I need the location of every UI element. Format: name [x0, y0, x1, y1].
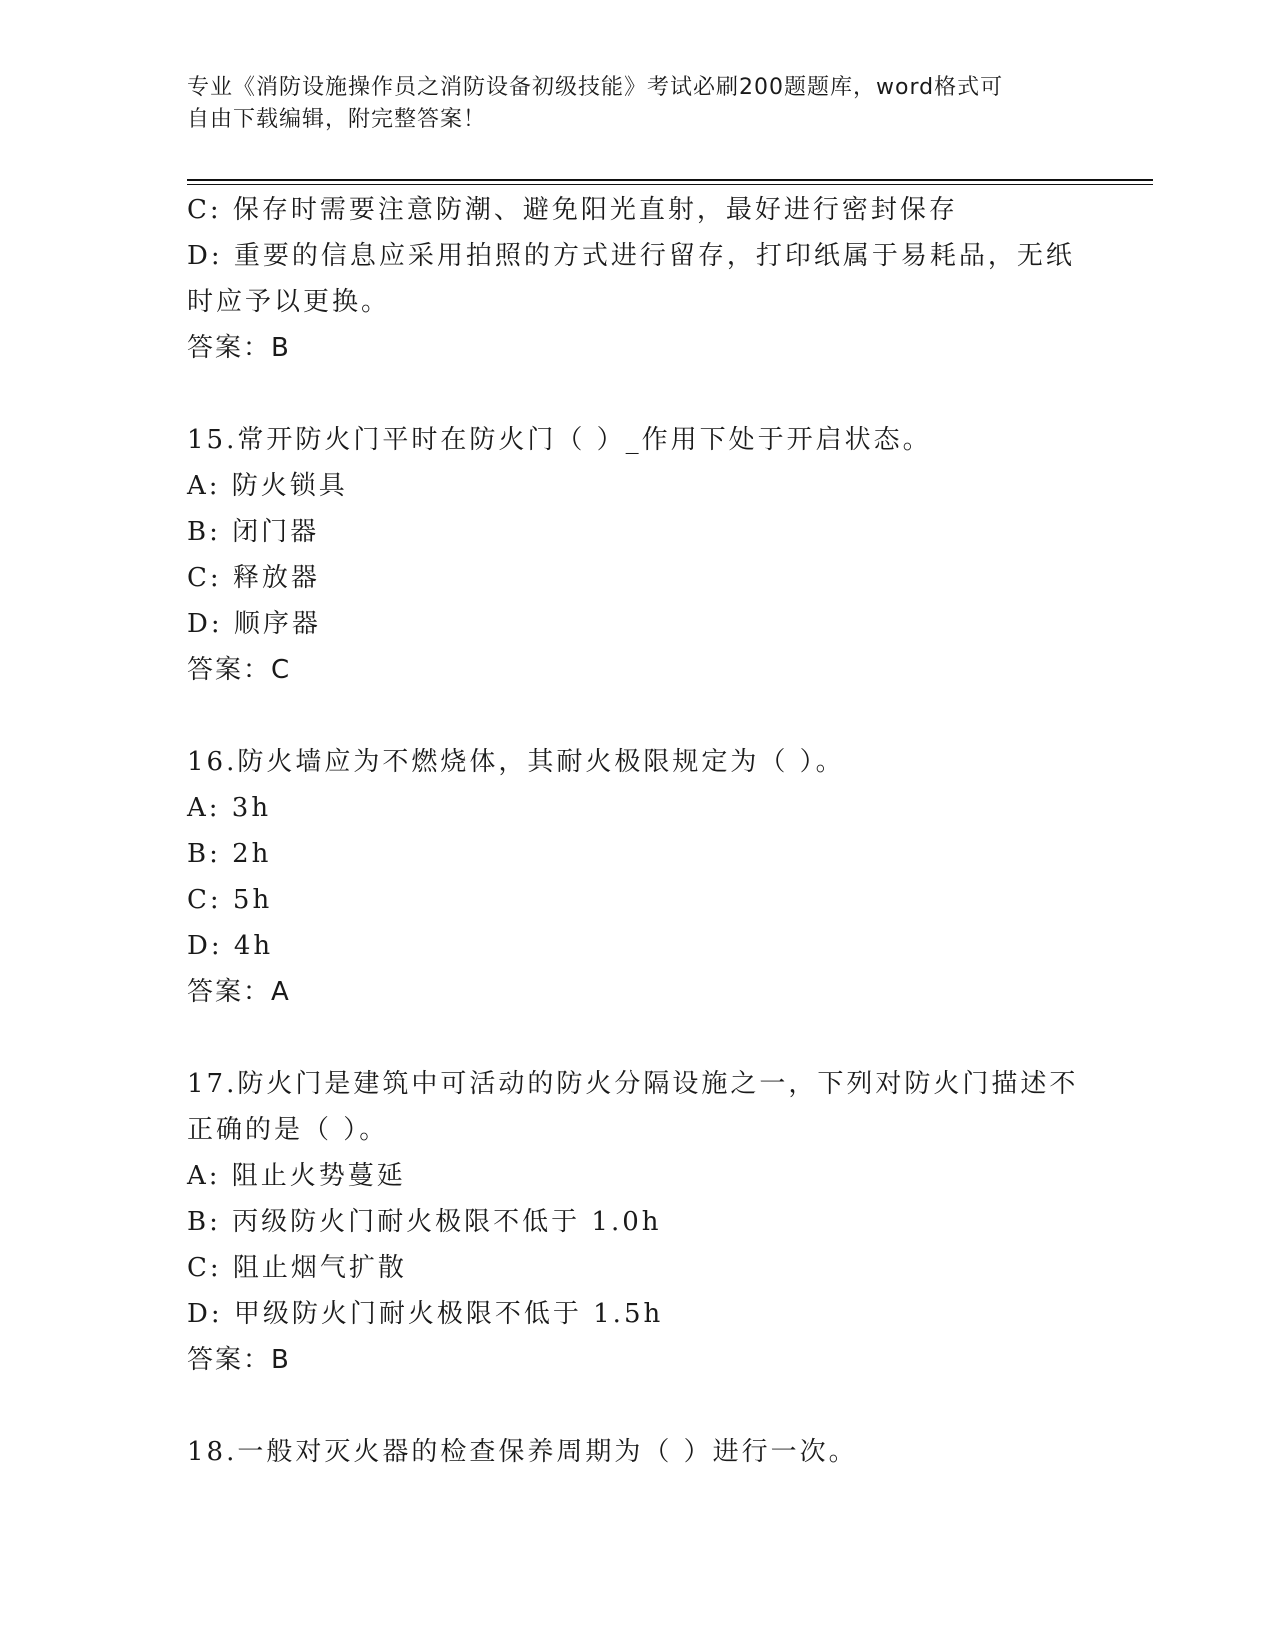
option-a: A: 防火锁具	[187, 471, 348, 501]
option-c: C: 保存时需要注意防潮、避免阳光直射，最好进行密封保存	[187, 195, 958, 225]
document-header	[187, 72, 1087, 136]
header-rule-thick	[187, 179, 1153, 181]
question-stem: 17.防火门是建筑中可活动的防火分隔设施之一，下列对防火门描述不	[187, 1069, 1079, 1099]
question-stem: 16.防火墙应为不燃烧体，其耐火极限规定为（ ）。	[187, 747, 845, 777]
option-c: C: 5h	[187, 885, 273, 915]
question-stem-continued: 正确的是（ ）。	[187, 1115, 389, 1145]
option-d: D: 顺序器	[187, 609, 321, 639]
option-b: B: 丙级防火门耐火极限不低于 1.0h	[187, 1207, 662, 1237]
answer-line: 答案：B	[187, 1345, 291, 1375]
option-a: A: 3h	[187, 793, 272, 823]
previous-question-tail	[187, 187, 1087, 371]
answer-line: 答案：B	[187, 333, 291, 363]
answer-line: 答案：C	[187, 655, 292, 685]
option-d: D: 4h	[187, 931, 274, 961]
question-stem: 18.一般对灭火器的检查保养周期为（ ）进行一次。	[187, 1437, 858, 1467]
document-body	[187, 187, 1087, 1475]
option-d-continued: 时应予以更换。	[187, 287, 391, 317]
header-line-1: 专业《消防设施操作员之消防设备初级技能》考试必刷200题题库，word格式可	[187, 75, 1004, 100]
option-c: C: 释放器	[187, 563, 320, 593]
question-15	[187, 417, 1087, 693]
header-line-2: 自由下载编辑，附完整答案！	[187, 107, 487, 132]
question-18	[187, 1429, 1087, 1475]
option-c: C: 阻止烟气扩散	[187, 1253, 407, 1283]
answer-line: 答案：A	[187, 977, 291, 1007]
header-rule-thin	[187, 184, 1153, 185]
question-stem: 15.常开防火门平时在防火门（ ）_作用下处于开启状态。	[187, 425, 932, 455]
question-16	[187, 739, 1087, 1015]
option-d: D: 甲级防火门耐火极限不低于 1.5h	[187, 1299, 664, 1329]
option-a: A: 阻止火势蔓延	[187, 1161, 406, 1191]
option-b: B: 闭门器	[187, 517, 320, 547]
option-d: D: 重要的信息应采用拍照的方式进行留存，打印纸属于易耗品，无纸	[187, 241, 1075, 271]
option-b: B: 2h	[187, 839, 272, 869]
question-17	[187, 1061, 1087, 1383]
